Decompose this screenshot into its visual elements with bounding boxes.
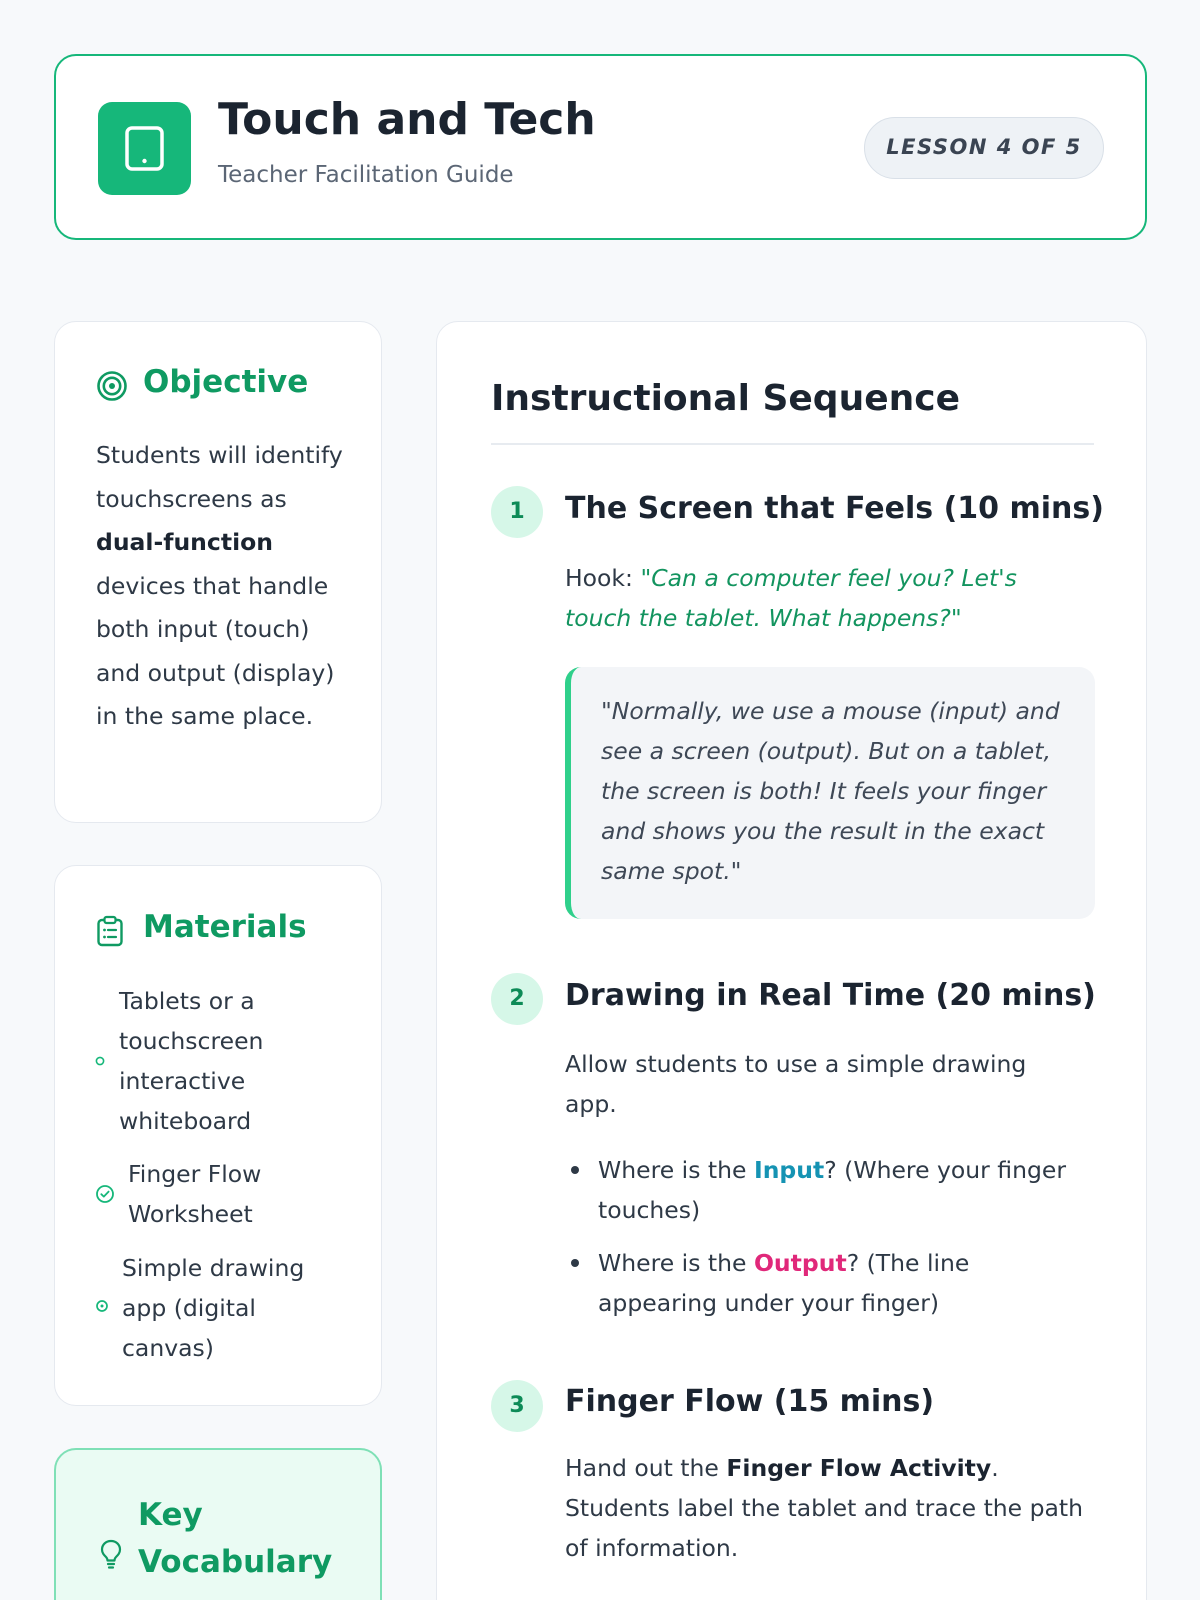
- lightbulb-icon: [100, 1539, 122, 1569]
- materials-heading: Materials: [143, 909, 307, 945]
- step-number-badge: 1: [491, 486, 543, 538]
- step-title: The Screen that Feels (10 mins): [565, 491, 1104, 526]
- list-item: [95, 981, 355, 1143]
- small-circle-icon: [95, 1299, 109, 1313]
- target-icon: [96, 370, 128, 402]
- vocabulary-card: [54, 1448, 382, 1600]
- output-keyword: Output: [753, 1249, 847, 1277]
- step-hook: Hook: "Can a computer feel you? Let's touch the tablet. What happens?": [565, 564, 1017, 632]
- step-number-badge: 3: [491, 1380, 543, 1432]
- bullet-dot: [571, 1259, 579, 1267]
- tablet-icon: [98, 102, 191, 195]
- materials-card: [54, 865, 382, 1406]
- page-subtitle: Teacher Facilitation Guide: [218, 162, 514, 188]
- step-title: Drawing in Real Time (20 mins): [565, 978, 1096, 1013]
- objective-card: [54, 321, 382, 823]
- step-title: Finger Flow (15 mins): [565, 1384, 935, 1419]
- objective-text: Students will identify touchscreens as dual-function devices that handle both input (touch) and output (display) in the same place.: [96, 441, 343, 730]
- material-label: Tablets or a touchscreen interactive whiteboard: [119, 987, 264, 1135]
- vocabulary-heading: Key Vocabulary: [138, 1497, 333, 1580]
- divider: [491, 443, 1094, 445]
- step-number-badge: 2: [491, 973, 543, 1025]
- instructional-sequence-card: Instructional Sequence 1 The Screen that Feels (10 mins) Hook: "Can a computer feel you? Let's touch the tablet. What happens?" "Normally, we use a mouse (input) and see a screen (output). But on a tablet, the screen is both! It feels your finger and shows you the result in the exact same spot." 2 Drawing in Real Time (20 mins) Allow students to use a simple drawing app. Where is the Input? (Where your finger touches) Where is the Output? (The line appearing under your finger) 3 Finger Flow (15 mins) Hand out the Finger Flow Activity. Students label the tablet and trace the path of information.: [436, 321, 1147, 1600]
- section-title: Instructional Sequence: [491, 378, 961, 419]
- hook-quote: "Can a computer feel you? Let's touch the tablet. What happens?": [565, 564, 1017, 632]
- step-body: Allow students to use a simple drawing app.: [565, 1050, 1027, 1118]
- lesson-header: [54, 54, 1147, 240]
- teacher-script-quote: [565, 667, 1095, 919]
- objective-heading: Objective: [143, 364, 309, 400]
- material-label: Finger Flow Worksheet: [128, 1160, 262, 1228]
- objective-bold-term: dual-function: [96, 528, 273, 556]
- bullet-dot: [571, 1166, 579, 1174]
- clipboard-icon: [96, 915, 124, 947]
- quote-text: "Normally, we use a mouse (input) and see a screen (output). But on a tablet, the screen is both! It feels your finger and shows you the result in the exact same spot.": [601, 697, 1060, 885]
- list-item: [95, 1154, 355, 1236]
- material-label: Simple drawing app (digital canvas): [122, 1254, 305, 1362]
- lesson-badge: LESSON 4 OF 5: [864, 117, 1104, 179]
- page-title: Touch and Tech: [218, 94, 596, 145]
- input-keyword: Input: [753, 1156, 825, 1184]
- small-circle-icon: [95, 1056, 105, 1066]
- step-body: Hand out the Finger Flow Activity. Students label the tablet and trace the path of information.: [565, 1454, 1084, 1562]
- activity-name: Finger Flow Activity: [726, 1454, 992, 1482]
- check-circle-icon: [95, 1184, 115, 1204]
- list-item: [95, 1248, 355, 1370]
